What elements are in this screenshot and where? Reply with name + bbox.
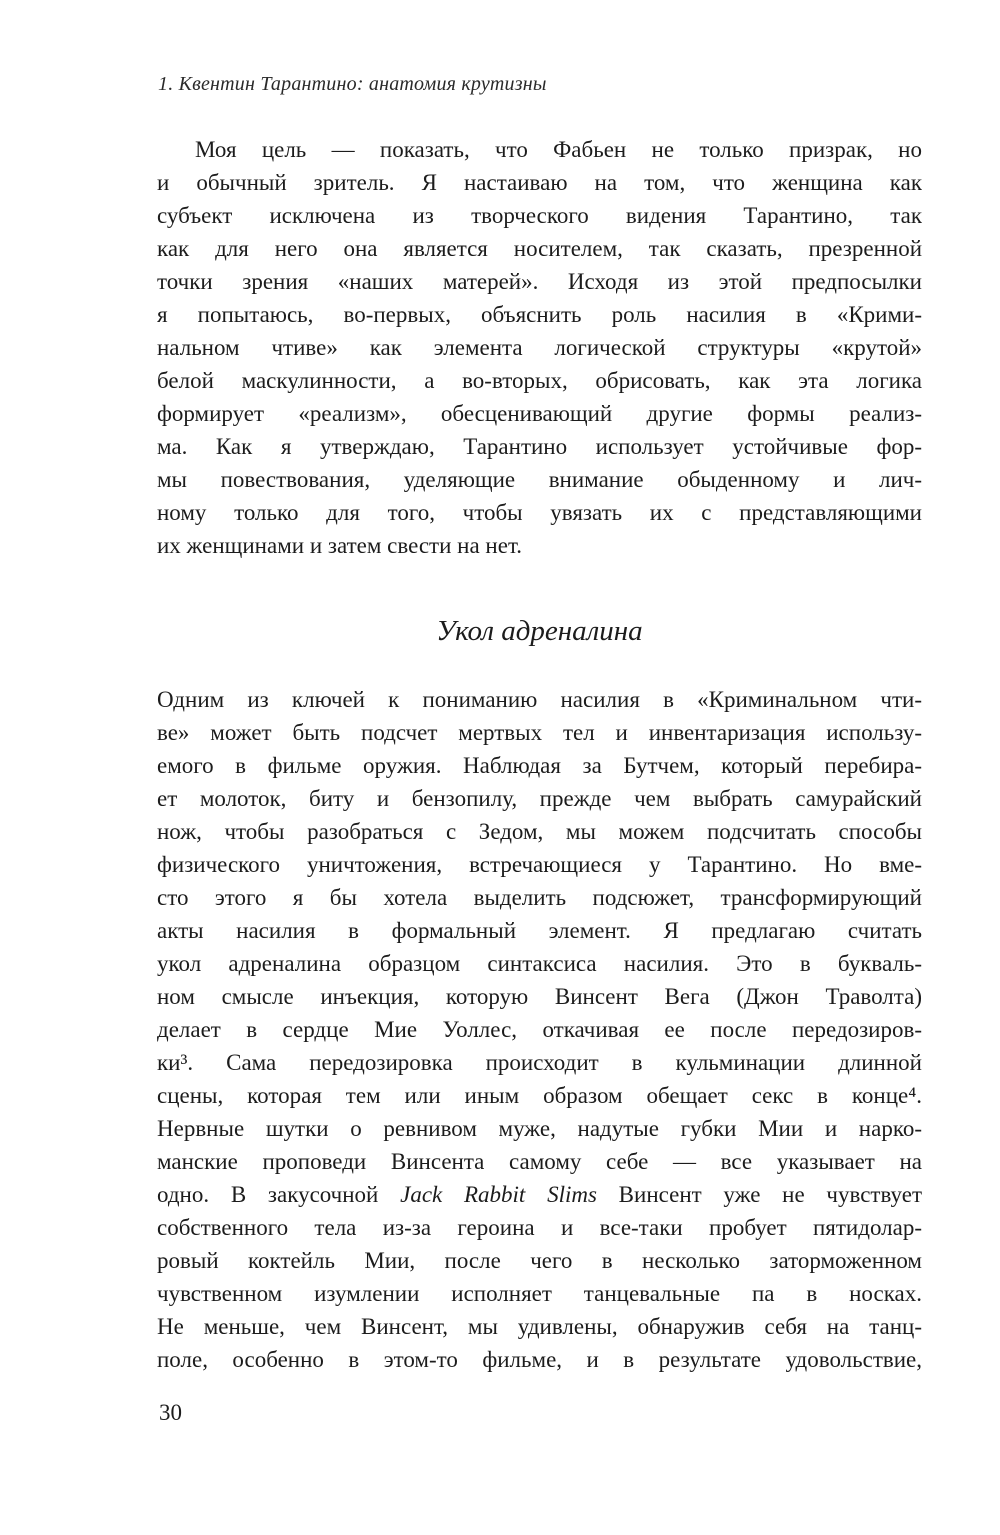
- text-line: акты насилия в формальный элемент. Я предлагаю считать: [157, 918, 922, 943]
- text-line: ному только для того, чтобы увязать их с представляющими: [157, 500, 922, 525]
- text-line: ет молоток, биту и бензопилу, прежде чем выбрать самурайский: [157, 786, 922, 811]
- page-number: 30: [159, 1400, 182, 1425]
- text-line: нальном чтиве» как элемента логической структуры «крутой»: [157, 335, 922, 360]
- text-line: делает в сердце Мие Уоллес, откачивая ее после передозиров-: [157, 1017, 922, 1042]
- text-line: Нервные шутки о ревнивом муже, надутые губки Мии и нарко-: [157, 1116, 922, 1141]
- text-line: ма. Как я утверждаю, Тарантино использует устойчивые фор-: [157, 434, 922, 459]
- text-line: точки зрения «наших матерей». Исходя из этой предпосылки: [157, 269, 922, 294]
- paragraph-adrenaline: [157, 683, 922, 1376]
- text-line: Моя цель — показать, что Фабьен не только призрак, но: [195, 137, 922, 162]
- text-line: манские проповеди Винсента самому себе — все указывает на: [157, 1149, 922, 1174]
- text-line: чувственном изумлении исполняет танцевальные па в носках.: [157, 1281, 922, 1306]
- text-line: Не меньше, чем Винсент, мы удивлены, обнаружив себя на танц-: [157, 1314, 922, 1339]
- text-line: собственного тела из-за героина и все-таки пробует пятидолар-: [157, 1215, 922, 1240]
- text-line: поле, особенно в этом-то фильме, и в результате удовольствие,: [157, 1347, 922, 1372]
- text-line: ки³. Сама передозировка происходит в кульминации длинной: [157, 1050, 922, 1075]
- text-line: белой маскулинности, а во-вторых, обрисовать, как эта логика: [157, 368, 922, 393]
- text-line: укол адреналина образцом синтаксиса насилия. Это в букваль-: [157, 951, 922, 976]
- text-line: как для него она является носителем, так сказать, презренной: [157, 236, 922, 261]
- section-heading: Укол адреналина: [436, 615, 643, 647]
- text-line: я попытаюсь, во-первых, объяснить роль насилия в «Крими-: [157, 302, 922, 327]
- text-line: и обычный зритель. Я настаиваю на том, что женщина как: [157, 170, 922, 195]
- text-line: ве» может быть подсчет мертвых тел и инвентаризация использу-: [157, 720, 922, 745]
- text-line: сто этого я бы хотела выделить подсюжет, трансформирующий: [157, 885, 922, 910]
- paragraph-intro: [157, 133, 922, 562]
- text-line: емого в фильме оружия. Наблюдая за Бутчем, который перебира-: [157, 753, 922, 778]
- text-line: Одним из ключей к пониманию насилия в «Криминальном чти-: [157, 687, 922, 712]
- text-line: формирует «реализм», обесценивающий другие формы реализ-: [157, 401, 922, 426]
- text-line: физического уничтожения, встречающиеся у Тарантино. Но вме-: [157, 852, 922, 877]
- text-segment: одно. В закусочной: [157, 1182, 401, 1207]
- text-segment: Винсент уже не чувствует: [596, 1182, 922, 1207]
- running-header: 1. Квентин Тарантино: анатомия крутизны: [158, 73, 547, 95]
- text-line: субъект исключена из творческого видения Тарантино, так: [157, 203, 922, 228]
- text-line: сцены, которая тем или иным образом обещает секс в конце⁴.: [157, 1083, 922, 1108]
- text-line: ном смысле инъекция, которую Винсент Вега (Джон Траволта): [157, 984, 922, 1009]
- film-title-italic: Jack Rabbit Slims: [400, 1182, 597, 1207]
- text-line: мы повествования, уделяющие внимание обыденному и лич-: [157, 467, 922, 492]
- text-line: ровый коктейль Мии, после чего в несколько заторможенном: [157, 1248, 922, 1273]
- text-line: нож, чтобы разобраться с Зедом, мы можем подсчитать способы: [157, 819, 922, 844]
- text-line: их женщинами и затем свести на нет.: [157, 533, 523, 558]
- text-line: [157, 1178, 922, 1211]
